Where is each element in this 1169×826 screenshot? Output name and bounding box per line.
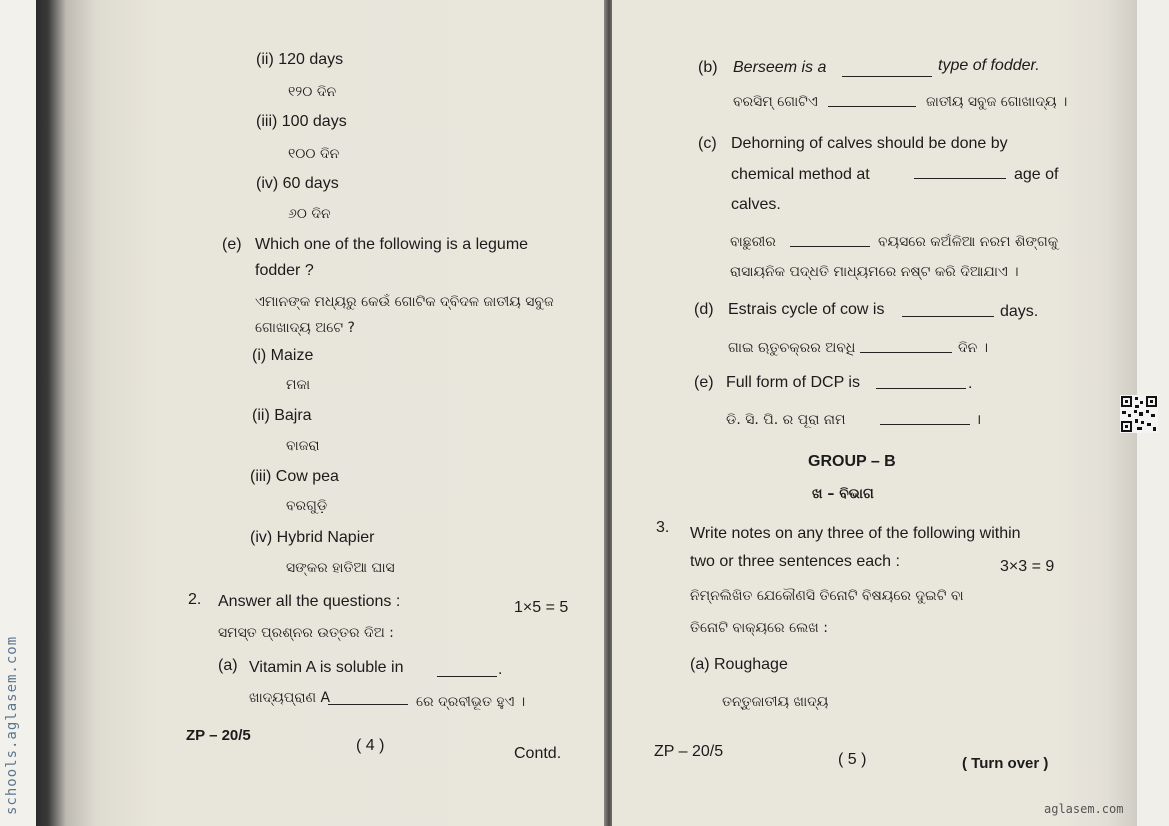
right-page bbox=[612, 0, 1137, 826]
corner-watermark: aglasem.com bbox=[1044, 802, 1124, 816]
option-iii-or: ୧୦୦ ଦିନ bbox=[288, 146, 340, 162]
e-option-i-or: ମକା bbox=[286, 377, 311, 393]
question-2a-text: Vitamin A is soluble in bbox=[249, 659, 404, 676]
option-iii-en: (iii) 100 days bbox=[256, 113, 347, 130]
question-2a-label: (a) bbox=[218, 657, 238, 674]
e-option-ii-en: (ii) Bajra bbox=[252, 407, 312, 424]
e-option-ii-or: ବାଜରା bbox=[286, 438, 320, 454]
question-e-label: (e) bbox=[222, 236, 242, 253]
answer-blank bbox=[328, 690, 408, 705]
question-e-end: . bbox=[968, 375, 973, 392]
e-option-iv-or: ସଙ୍କର ହାତିଆ ଘାସ bbox=[286, 560, 395, 576]
group-b-title: GROUP – B bbox=[808, 453, 896, 470]
question-d-or-end: ଦିନ । bbox=[958, 340, 989, 356]
answer-blank bbox=[790, 232, 870, 247]
question-b-or2: ଜାତୀୟ ସବୁଜ ଗୋଖାଦ୍ୟ । bbox=[926, 94, 1068, 110]
footer-code: ZP – 20/5 bbox=[654, 743, 724, 760]
question-d-end: days. bbox=[1000, 303, 1039, 320]
question-2-or: ସମସ୍ତ ପ୍ରଶ୍ନର ଉତ୍ତର ଦିଅ : bbox=[218, 625, 394, 641]
question-3-line2: two or three sentences each : bbox=[690, 553, 900, 570]
question-b-label: (b) bbox=[698, 59, 718, 76]
answer-blank bbox=[876, 374, 966, 389]
question-c-or2: ରାସାୟନିକ ପଦ୍ଧତି ମାଧ୍ୟମରେ ନଷ୍ଟ କରି ଦିଆଯାଏ । bbox=[730, 264, 1019, 280]
group-b-or: ଖ – ବିଭାଗ bbox=[812, 486, 874, 502]
question-c-line1: Dehorning of calves should be done by bbox=[731, 135, 1008, 152]
question-2a-or: ଖାଦ୍ୟପ୍ରାଣ A bbox=[249, 690, 331, 706]
footer-contd: Contd. bbox=[514, 745, 562, 762]
question-e-or-end: । bbox=[976, 412, 982, 428]
question-c-line3: calves. bbox=[731, 196, 781, 213]
question-2-marks: 1×5 = 5 bbox=[514, 599, 569, 616]
e-option-iv-en: (iv) Hybrid Napier bbox=[250, 529, 375, 546]
question-c-line2b: age of bbox=[1014, 166, 1059, 183]
footer-turn-over: ( Turn over ) bbox=[962, 755, 1049, 772]
question-3a-or: ତନ୍ତୁଜାତୀୟ ଖାଦ୍ୟ bbox=[722, 694, 829, 710]
question-e-text: Full form of DCP is bbox=[726, 374, 860, 391]
question-2a-end: . bbox=[498, 661, 503, 678]
answer-blank bbox=[914, 164, 1006, 179]
question-c-or1b: ବୟସରେ କଅଁଳିଆ ନରମ ଶିଙ୍ଗକୁ bbox=[878, 234, 1059, 250]
question-e-label: (e) bbox=[694, 374, 714, 391]
question-2-text: Answer all the questions : bbox=[218, 593, 401, 610]
question-b-text1: Berseem is a bbox=[733, 59, 827, 76]
footer-page-number: ( 4 ) bbox=[356, 737, 385, 754]
qr-code-icon bbox=[1120, 395, 1158, 433]
e-option-i-en: (i) Maize bbox=[252, 347, 314, 364]
question-d-text: Estrais cycle of cow is bbox=[728, 301, 885, 318]
question-c-or1a: ବାଛୁରୀର bbox=[730, 234, 776, 250]
question-3-number: 3. bbox=[656, 519, 670, 536]
vertical-watermark: schools.aglasem.com bbox=[4, 635, 20, 815]
question-c-line2a: chemical method at bbox=[731, 166, 870, 183]
option-iv-en: (iv) 60 days bbox=[256, 175, 339, 192]
question-3-or2: ତିନୋଟି ବାକ୍ୟରେ ଲେଖ : bbox=[690, 620, 828, 636]
question-2a-or-end: ରେ ଦ୍ରବୀଭୂତ ହୁଏ । bbox=[416, 694, 526, 710]
question-e-or2: ଗୋଖାଦ୍ୟ ଅଟେ ? bbox=[255, 320, 355, 336]
question-c-label: (c) bbox=[698, 135, 717, 152]
footer-page-number: ( 5 ) bbox=[838, 751, 867, 768]
question-3-line1: Write notes on any three of the following within bbox=[690, 525, 1021, 542]
answer-blank bbox=[437, 662, 497, 677]
question-d-or: ଗାଇ ଋତୁଚକ୍ରର ଅବଧି bbox=[728, 340, 856, 356]
question-3-or1: ନିମ୍ନଲିଖିତ ଯେକୌଣସି ତିନୋଟି ବିଷୟରେ ଦୁଇଟି ବା bbox=[690, 588, 964, 604]
answer-blank bbox=[902, 302, 994, 317]
question-b-text2: type of fodder. bbox=[938, 57, 1040, 74]
answer-blank bbox=[860, 338, 952, 353]
option-ii-or: ୧୨୦ ଦିନ bbox=[288, 84, 337, 100]
question-e-line1: Which one of the following is a legume bbox=[255, 236, 529, 253]
answer-blank bbox=[828, 92, 916, 107]
option-iv-or: ୬୦ ଦିନ bbox=[288, 206, 331, 222]
question-2-number: 2. bbox=[188, 591, 202, 608]
answer-blank bbox=[880, 410, 970, 425]
footer-code: ZP – 20/5 bbox=[186, 727, 251, 744]
e-option-iii-or: ବରଗୁଡ଼ି bbox=[286, 498, 328, 514]
option-ii-en: (ii) 120 days bbox=[256, 51, 344, 68]
e-option-iii-en: (iii) Cow pea bbox=[250, 468, 339, 485]
question-e-or1: ଏମାନଙ୍କ ମଧ୍ୟରୁ କେଉଁ ଗୋଟିକ ଦ୍ବିଦଳ ଜାତୀୟ ସବୁଜ bbox=[255, 294, 554, 310]
question-e-line2: fodder ? bbox=[255, 262, 314, 279]
question-d-label: (d) bbox=[694, 301, 714, 318]
question-b-or1: ବରସିମ୍ ଗୋଟିଏ bbox=[733, 94, 818, 110]
answer-blank bbox=[842, 62, 932, 77]
question-e-or: ଡି. ସି. ପି. ର ପୂରା ନାମ bbox=[726, 412, 846, 428]
left-page bbox=[36, 0, 608, 826]
question-3a-en: (a) Roughage bbox=[690, 656, 788, 673]
question-3-marks: 3×3 = 9 bbox=[1000, 558, 1055, 575]
